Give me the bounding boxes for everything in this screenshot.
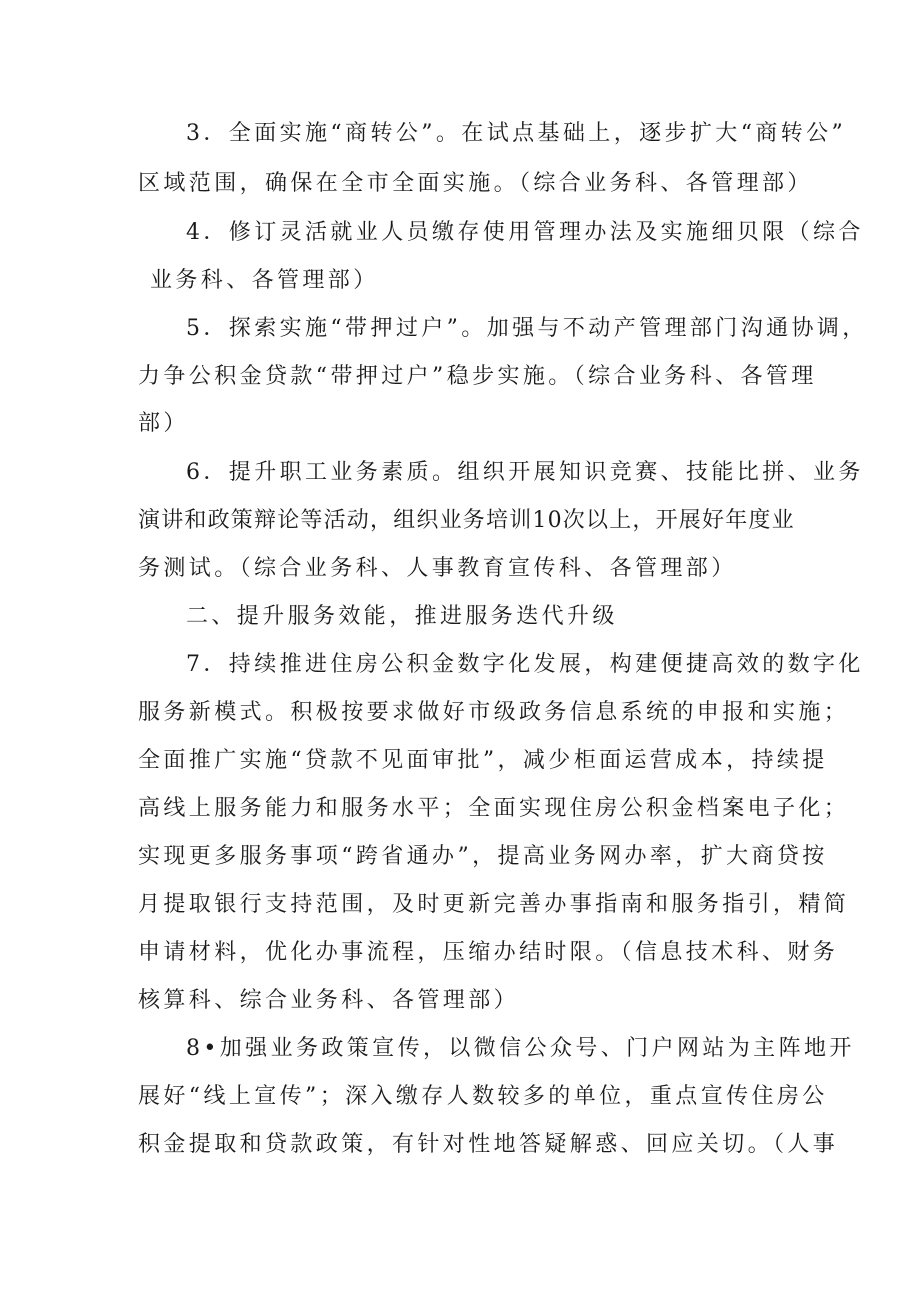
item-5-line-1: 5．探索实施“带押过户”。加强与不动产管理部门沟通协调， [186,316,868,341]
item-5-line-2: 力争公积金贷款“带押过户”稳步实施。（综合业务科、各管理 [138,364,817,389]
item-6-line-2: 演讲和政策辩论等活动，组织业务培训10次以上，开展好年度业 [138,508,795,533]
item-7-line-3: 全面推广实施“贷款不见面审批”，减少柜面运营成本，持续提 [138,748,828,773]
item-3-line-1: 3．全面实施“商转公”。在试点基础上，逐步扩大“商转公” [186,121,847,146]
item-5-line-3: 部） [138,411,189,436]
item-8-line-3: 积金提取和贷款政策，有针对性地答疑解惑、回应关切。（人事 [138,1132,839,1157]
item-4-line-1: 4．修订灵活就业人员缴存使用管理办法及实施细贝限（综合 [186,220,864,245]
item-7-line-4: 高线上服务能力和服务水平；全面实现住房公积金档案电子化； [138,796,850,821]
item-7-line-2: 服务新模式。积极按要求做好市级政务信息系统的申报和实施； [138,700,850,725]
item-7-line-6: 月提取银行支持范围，及时更新完善办事指南和服务指引，精简 [138,892,850,917]
item-6-line-3: 务测试。（综合业务科、人事教育宣传科、各管理部） [138,556,737,581]
item-4-line-2: 业务科、各管理部） [150,268,379,293]
item-8-line-2: 展好“线上宣传”；深入缴存人数较多的单位，重点宣传住房公 [138,1084,828,1109]
item-7-line-5: 实现更多服务事项“跨省通办”，提高业务网办率，扩大商贷按 [138,844,828,869]
item-7-line-7: 申请材料，优化办事流程，压缩办结时限。（信息技术科、财务 [138,940,839,965]
item-8-line-1: 8•加强业务政策宣传，以微信公众号、门户网站为主阵地开 [186,1036,855,1061]
item-6-line-1: 6．提升职工业务素质。组织开展知识竞赛、技能比拼、业务 [186,460,864,485]
item-7-line-8: 核算科、综合业务科、各管理部） [138,988,520,1013]
item-7-line-1: 7．持续推进住房公积金数字化发展，构建便捷高效的数字化 [186,652,864,677]
section-2-heading: 二、提升服务效能，推进服务迭代升级 [186,604,618,629]
item-3-line-2: 区域范围，确保在全市全面实施。（综合业务科、各管理部） [138,171,813,196]
